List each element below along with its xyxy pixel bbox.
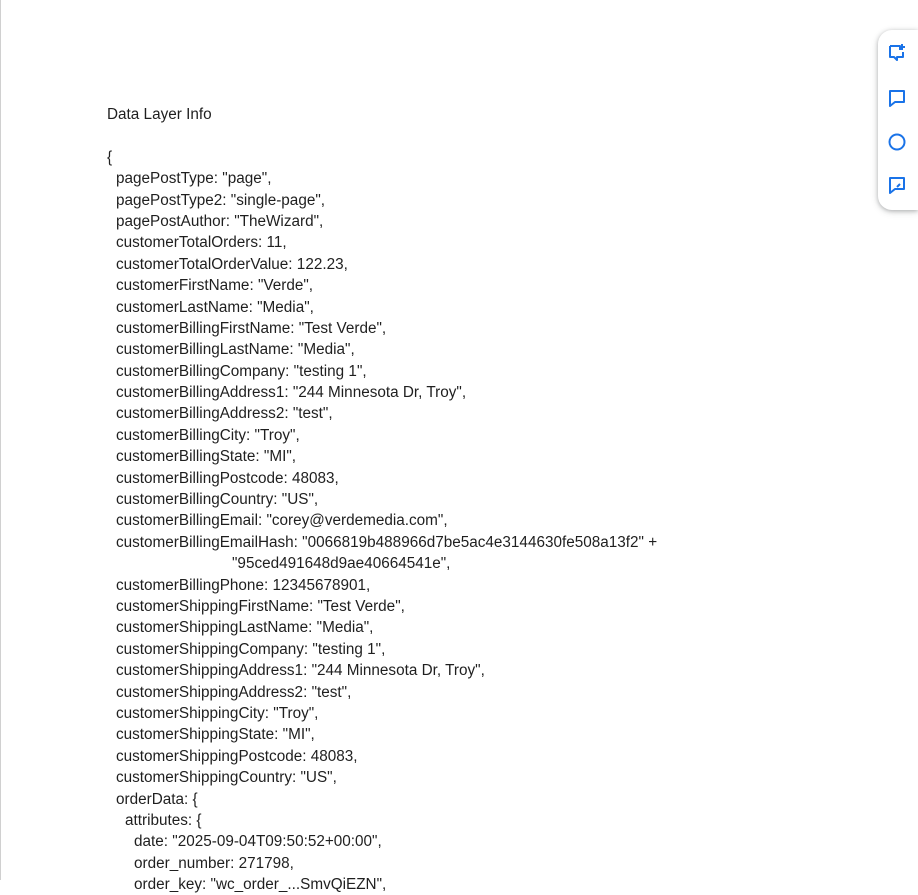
code-line: customerBillingEmailHash: "0066819b488966d7be5ac4e3144630fe508a13f2" + (116, 533, 658, 551)
code-line: customerShippingPostcode: 48083, (116, 747, 358, 765)
feedback-icon[interactable] (887, 175, 907, 195)
code-line: customerBillingLastName: "Media", (116, 341, 355, 359)
code-line: customerBillingState: "MI", (116, 448, 297, 466)
code-line: customerShippingCity: "Troy", (116, 704, 319, 722)
code-line: customerShippingState: "MI", (116, 726, 315, 744)
code-line: customerBillingEmail: "corey@verdemedia.com", (116, 512, 448, 530)
code-line: order_number: 271798, (134, 854, 294, 872)
code-line: customerTotalOrders: 11, (116, 234, 287, 252)
data-layer-code (107, 147, 867, 895)
code-line: customerShippingAddress1: "244 Minnesota Dr, Troy", (116, 662, 485, 680)
page-left-edge (0, 0, 1, 880)
code-line: customerBillingCompany: "testing 1", (116, 362, 367, 380)
code-line: customerBillingPhone: 12345678901, (116, 576, 371, 594)
code-line: customerBillingAddress1: "244 Minnesota Dr, Troy", (116, 384, 467, 402)
suggest-edit-icon[interactable] (887, 88, 907, 108)
code-line: customerBillingFirstName: "Test Verde", (116, 319, 387, 337)
code-line: attributes: { (125, 811, 202, 829)
code-line: { (107, 148, 113, 166)
code-line: pagePostType2: "single-page", (116, 191, 326, 209)
emoji-icon[interactable] (887, 132, 907, 152)
code-line: customerShippingCountry: "US", (116, 769, 337, 787)
code-line: customerBillingCity: "Troy", (116, 426, 300, 444)
side-action-panel (878, 30, 918, 210)
code-line: customerShippingAddress2: "test", (116, 683, 352, 701)
code-line: order_key: "wc_order_...SmvQiEZN", (134, 876, 387, 894)
code-line: customerShippingCompany: "testing 1", (116, 640, 386, 658)
code-line: customerTotalOrderValue: 122.23, (116, 255, 348, 273)
code-line: orderData: { (116, 790, 198, 808)
empty-line (107, 125, 867, 146)
code-line: customerFirstName: "Verde", (116, 277, 314, 295)
code-line: customerShippingFirstName: "Test Verde", (116, 597, 405, 615)
code-line: date: "2025-09-04T09:50:52+00:00", (134, 833, 382, 851)
add-comment-icon[interactable] (887, 43, 907, 63)
code-line: pagePostType: "page", (116, 170, 272, 188)
code-line: customerBillingAddress2: "test", (116, 405, 333, 423)
code-line: customerBillingCountry: "US", (116, 491, 319, 509)
code-line: customerLastName: "Media", (116, 298, 314, 316)
code-line: pagePostAuthor: "TheWizard", (116, 212, 324, 230)
code-line: customerShippingLastName: "Media", (116, 619, 374, 637)
document-body[interactable] (107, 104, 867, 895)
code-line: customerBillingPostcode: 48083, (116, 469, 339, 487)
document-title: Data Layer Info (107, 106, 212, 123)
code-line: "95ced491648d9ae40664541e", (232, 555, 451, 573)
